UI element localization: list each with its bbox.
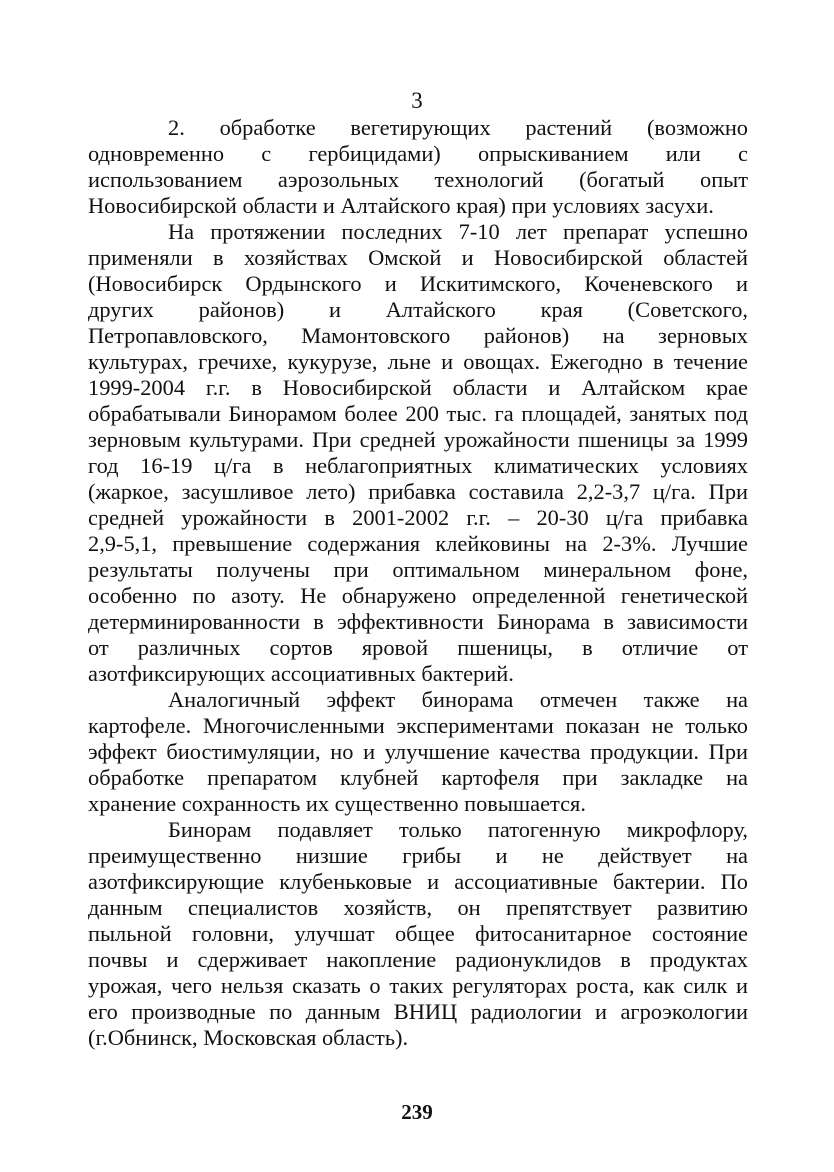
text-line: обработке препаратом клубней картофеля при закладке на (88, 765, 748, 790)
text-line: 1999-2004 г.г. в Новосибирской области и Алтайском крае (88, 375, 748, 400)
page-number-top: 3 (411, 88, 423, 113)
text-line: использованием аэрозольных технологий (богатый опыт (88, 167, 748, 192)
text-line: (Новосибирск Ордынского и Искитимского, Коченевского и (88, 271, 748, 296)
text-line: (жаркое, засушливое лето) прибавка составила 2,2-3,7 ц/га. При (88, 479, 748, 504)
text-line: данным специалистов хозяйств, он препятствует развитию (88, 895, 748, 920)
text-line: особенно по азоту. Не обнаружено определенной генетической (88, 583, 748, 608)
text-line: Аналогичный эффект бинорама отмечен также на (168, 687, 748, 712)
text-line: урожая, чего нельзя сказать о таких регуляторах роста, как силк и (88, 973, 748, 998)
text-line: результаты получены при оптимальном минеральном фоне, (88, 557, 748, 582)
text-line: Петропавловского, Мамонтовского районов) на зерновых (88, 323, 748, 348)
text-line: средней урожайности в 2001-2002 г.г. – 20-30 ц/га прибавка (88, 505, 748, 530)
text-line: культурах, гречихе, кукурузе, льне и овощах. Ежегодно в течение (88, 349, 748, 374)
document-body (88, 115, 748, 1051)
text-line: зерновым культурами. При средней урожайности пшеницы за 1999 (88, 427, 748, 452)
text-line: одновременно с гербицидами) опрыскиванием или с (88, 141, 748, 166)
text-line: преимущественно низшие грибы и не действует на (88, 843, 748, 868)
text-line: Бинорам подавляет только патогенную микрофлору, (168, 817, 748, 842)
text-line: 2. обработке вегетирующих растений (возможно (168, 115, 748, 140)
paragraph (88, 219, 748, 687)
text-line: хранение сохранность их существенно повышается. (88, 791, 586, 816)
text-line: (г.Обнинск, Московская область). (88, 1025, 409, 1050)
text-line: Новосибирской области и Алтайского края) при условиях засухи. (88, 193, 714, 218)
page-number-bottom: 239 (401, 1100, 433, 1124)
paragraph (88, 817, 748, 1051)
text-line: азотфиксирующие клубеньковые и ассоциативные бактерии. По (88, 869, 748, 894)
text-line: год 16-19 ц/га в неблагоприятных климатических условиях (88, 453, 748, 478)
text-line: пыльной головни, улучшат общее фитосанитарное состояние (88, 921, 748, 946)
text-line: применяли в хозяйствах Омской и Новосибирской областей (88, 245, 748, 270)
text-line: 2,9-5,1, превышение содержания клейковины на 2-3%. Лучшие (88, 531, 748, 556)
text-line: На протяжении последних 7-10 лет препарат успешно (168, 219, 748, 244)
text-line: детерминированности в эффективности Бинорама в зависимости (88, 609, 748, 634)
text-line: почвы и сдерживает накопление радионуклидов в продуктах (88, 947, 748, 972)
text-line: других районов) и Алтайского края (Советского, (88, 297, 748, 322)
text-line: азотфиксирующих ассоциативных бактерий. (88, 661, 514, 686)
text-line: его производные по данным ВНИЦ радиологии и агроэкологии (88, 999, 748, 1024)
paragraph (88, 687, 748, 817)
text-line: эффект биостимуляции, но и улучшение качества продукции. При (88, 739, 748, 764)
text-line: от различных сортов яровой пшеницы, в отличие от (88, 635, 748, 660)
text-line: картофеле. Многочисленными экспериментами показан не только (88, 713, 748, 738)
paragraph (88, 115, 748, 219)
text-line: обрабатывали Бинорамом более 200 тыс. га площадей, занятых под (88, 401, 748, 426)
